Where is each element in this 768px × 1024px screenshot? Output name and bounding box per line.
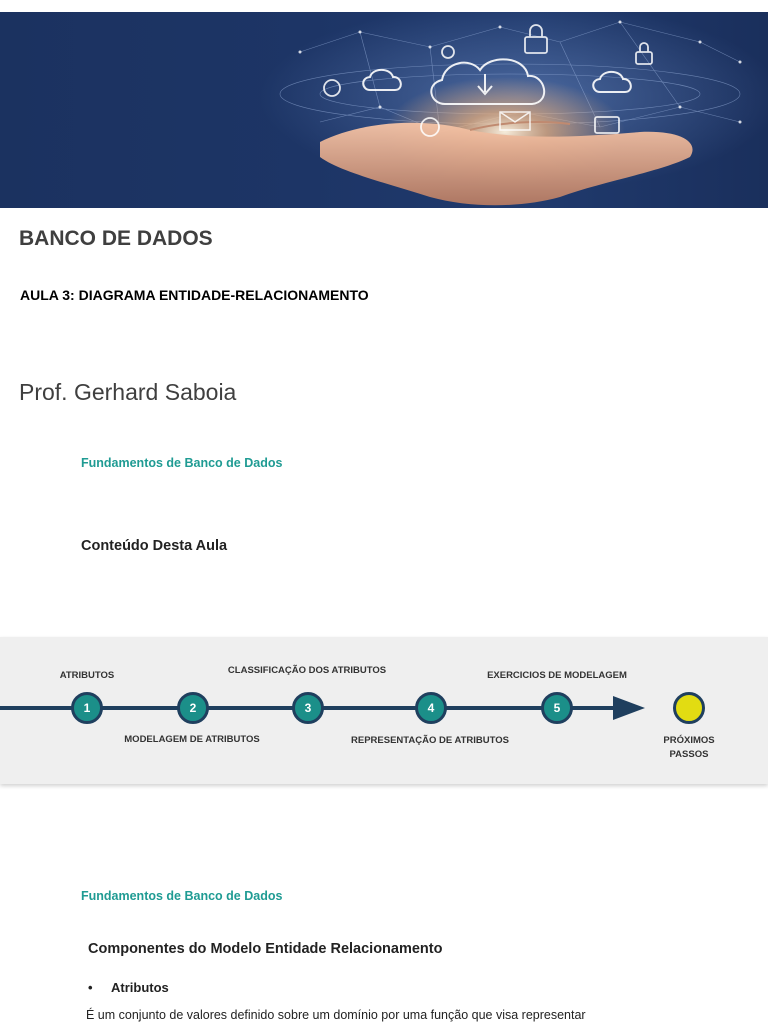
- lesson-timeline: [0, 637, 768, 784]
- bullet-item-label: Atributos: [111, 980, 169, 995]
- course-title: BANCO DE DADOS: [19, 227, 213, 250]
- timeline-step-4[interactable]: 4: [415, 692, 447, 724]
- components-heading: Componentes do Modelo Entidade Relacionamento: [88, 941, 443, 957]
- header-banner-image: [0, 12, 768, 208]
- content-heading: Conteúdo Desta Aula: [81, 538, 228, 554]
- body-paragraph: É um conjunto de valores definido sobre um domínio por uma função que visa representar: [86, 1008, 586, 1022]
- timeline-label-5: EXERCICIOS DE MODELAGEM: [487, 670, 627, 681]
- lesson-title: AULA 3: DIAGRAMA ENTIDADE-RELACIONAMENTO: [20, 287, 369, 303]
- bullet-item: [88, 980, 169, 995]
- timeline-line: [0, 637, 768, 784]
- timeline-final-node[interactable]: [673, 692, 705, 724]
- section-label: Fundamentos de Banco de Dados: [81, 456, 283, 470]
- timeline-label-3: CLASSIFICAÇÃO DOS ATRIBUTOS: [227, 665, 387, 676]
- timeline-label-1: ATRIBUTOS: [59, 670, 115, 681]
- bullet-icon: •: [88, 980, 93, 995]
- final-label-line1: PRÓXIMOS: [663, 735, 715, 746]
- timeline-step-2[interactable]: 2: [177, 692, 209, 724]
- final-label-line2: PASSOS: [669, 749, 709, 760]
- timeline-step-1[interactable]: 1: [71, 692, 103, 724]
- professor-name: Prof. Gerhard Saboia: [19, 379, 237, 405]
- timeline-step-5[interactable]: 5: [541, 692, 573, 724]
- timeline-final-label: [663, 734, 714, 762]
- section-label-2: Fundamentos de Banco de Dados: [81, 889, 283, 903]
- timeline-step-3[interactable]: 3: [292, 692, 324, 724]
- cloud-hand-illustration: [0, 12, 768, 208]
- timeline-label-4: REPRESENTAÇÃO DE ATRIBUTOS: [351, 735, 509, 746]
- arrow-head-icon: [613, 696, 645, 720]
- timeline-label-2: MODELAGEM DE ATRIBUTOS: [124, 734, 260, 745]
